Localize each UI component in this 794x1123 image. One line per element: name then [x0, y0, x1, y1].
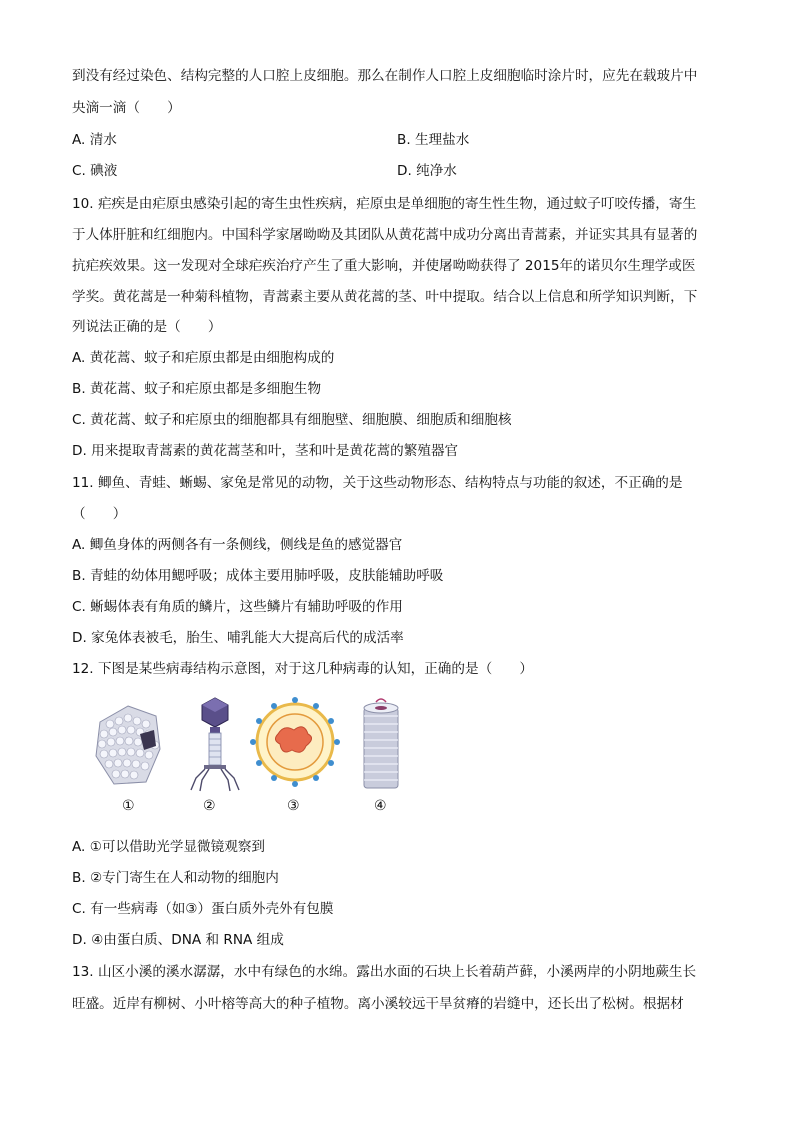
q9-option-c: C. 碘液 — [72, 163, 118, 179]
q10-stem-line2: 于人体肝脏和红细胞内。中国科学家屠呦呦及其团队从黄花蒿中成功分离出青蒿素，并证实其具有显著的 — [72, 227, 698, 243]
figure-label-4: ④ — [374, 798, 387, 814]
q11-option-b: B. 青蛙的幼体用鳃呼吸；成体主要用肺呼吸，皮肤能辅助呼吸 — [72, 568, 444, 584]
q11-option-d: D. 家兔体表被毛，胎生、哺乳能大大提高后代的成活率 — [72, 630, 404, 646]
q11-stem-line2: （ ） — [72, 506, 127, 522]
q9-option-b: B. 生理盐水 — [397, 132, 470, 148]
q12-option-c: C. 有一些病毒（如③）蛋白质外壳外有包膜 — [72, 901, 334, 917]
q10-stem-line5: 列说法正确的是（ ） — [72, 319, 222, 335]
q10-option-b: B. 黄花蒿、蚊子和疟原虫都是多细胞生物 — [72, 381, 322, 397]
q13-stem-line2: 旺盛。近岸有柳树、小叶榕等高大的种子植物。离小溪较远干旱贫瘠的岩缝中，还长出了松树。根据材 — [72, 996, 684, 1012]
figure-label-2: ② — [203, 798, 216, 814]
q10-option-c: C. 黄花蒿、蚊子和疟原虫的细胞都具有细胞壁、细胞膜、细胞质和细胞核 — [72, 412, 512, 428]
q9-option-d: D. 纯净水 — [397, 163, 457, 179]
q10-option-a: A. 黄花蒿、蚊子和疟原虫都是由细胞构成的 — [72, 350, 335, 366]
icosahedral-virus-illustration — [96, 706, 160, 784]
q9-stem-line2: 央滴一滴（ ） — [72, 100, 181, 116]
q9-option-a: A. 清水 — [72, 132, 117, 148]
q9-stem-line1: 到没有经过染色、结构完整的人口腔上皮细胞。那么在制作人口腔上皮细胞临时涂片时，应先在载玻片中 — [72, 68, 698, 84]
q13-stem-line1: 13. 山区小溪的溪水潺潺，水中有绿色的水绵。露出水面的石块上长着葫芦藓，小溪两岸的小阴地蕨生长 — [72, 964, 697, 980]
q11-stem-line1: 11. 鲫鱼、青蛙、蜥蜴、家兔是常见的动物，关于这些动物形态、结构特点与功能的叙述，不正确的是 — [72, 475, 683, 491]
bacteriophage-illustration — [191, 698, 239, 791]
q12-stem-line1: 12. 下图是某些病毒结构示意图，对于这几种病毒的认知，正确的是（ ） — [72, 661, 533, 677]
rod-virus-illustration — [364, 699, 398, 788]
virus-structure-figure — [88, 694, 418, 824]
figure-label-3: ③ — [287, 798, 300, 814]
q10-stem-line4: 学奖。黄花蒿是一种菊科植物，青蒿素主要从黄花蒿的茎、叶中提取。结合以上信息和所学知识判断，下 — [72, 289, 698, 305]
q12-option-d: D. ④由蛋白质、DNA 和 RNA 组成 — [72, 932, 284, 948]
q10-stem-line3: 抗疟疾效果。这一发现对全球疟疾治疗产生了重大影响，并使屠呦呦获得了 2015年的诺贝尔生理学或医 — [72, 258, 696, 274]
q11-option-a: A. 鲫鱼身体的两侧各有一条侧线，侧线是鱼的感觉器官 — [72, 537, 403, 553]
enveloped-virus-illustration — [250, 697, 340, 787]
q12-option-b: B. ②专门寄生在人和动物的细胞内 — [72, 870, 279, 886]
q11-option-c: C. 蜥蜴体表有角质的鳞片，这些鳞片有辅助呼吸的作用 — [72, 599, 403, 615]
q10-option-d: D. 用来提取青蒿素的黄花蒿茎和叶，茎和叶是黄花蒿的繁殖器官 — [72, 443, 459, 459]
q12-option-a: A. ①可以借助光学显微镜观察到 — [72, 839, 266, 855]
q10-stem-line1: 10. 疟疾是由疟原虫感染引起的寄生虫性疾病，疟原虫是单细胞的寄生性生物，通过蚊子叮咬传播，寄生 — [72, 196, 697, 212]
figure-label-1: ① — [122, 798, 135, 814]
